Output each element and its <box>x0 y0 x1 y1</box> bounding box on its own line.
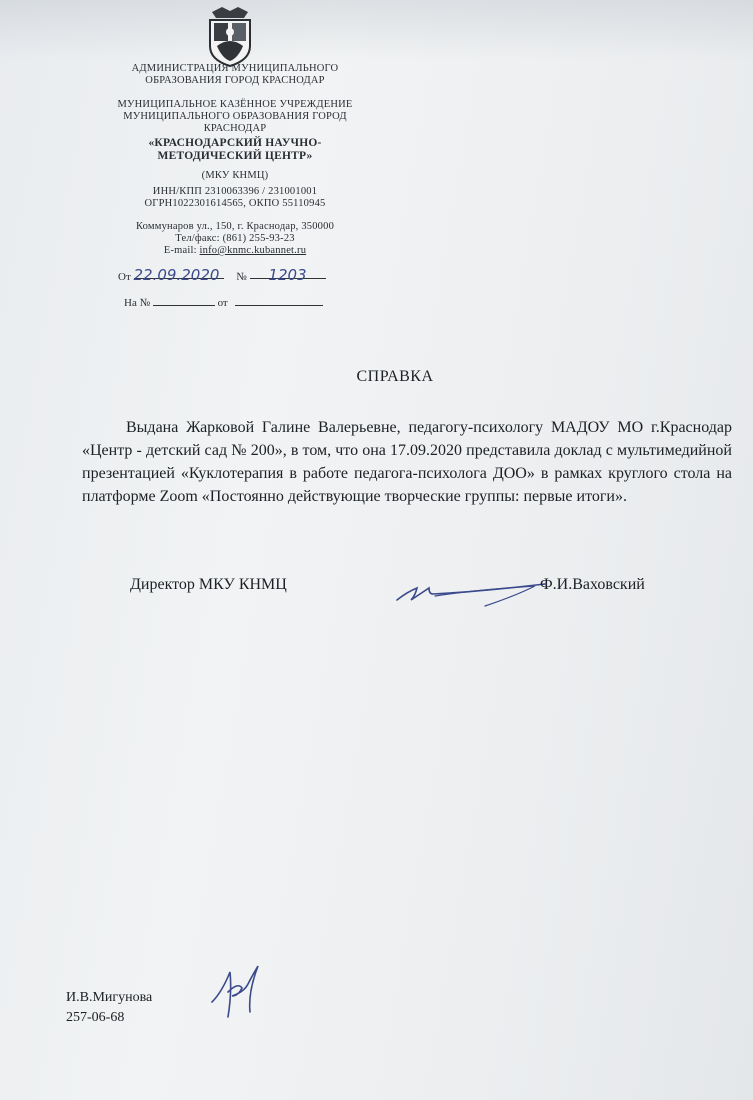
reference-date-row <box>118 266 326 283</box>
of-label: от <box>217 297 228 309</box>
header-inn: ИНН/КПП 2310063396 / 231001001 <box>152 186 318 197</box>
coat-of-arms-icon <box>204 6 256 68</box>
header-center-line: МЕТОДИЧЕСКИЙ ЦЕНТР» <box>157 150 313 162</box>
email-label: E-mail: <box>163 245 197 256</box>
incoming-number-blank <box>153 293 215 306</box>
header-phone: Тел/факс: (861) 255-93-23 <box>175 233 295 244</box>
to-label: На № <box>124 297 151 309</box>
number-label: № <box>236 271 247 283</box>
header-center-line: «КРАСНОДАРСКИЙ НАУЧНО- <box>148 137 322 149</box>
header-admin-line: АДМИНИСТРАЦИЯ МУНИЦИПАЛЬНОГО <box>131 63 339 74</box>
header-admin <box>100 63 370 87</box>
director-position: Директор МКУ КНМЦ <box>130 576 287 593</box>
header-email-line <box>100 245 370 257</box>
page-shadow <box>0 0 753 60</box>
executor-phone: 257-06-68 <box>66 1010 125 1025</box>
incoming-date-blank <box>235 293 323 306</box>
header-institution-line: МУНИЦИПАЛЬНОЕ КАЗЁННОЕ УЧРЕЖДЕНИЕ <box>117 99 353 110</box>
header-center-name <box>100 137 370 163</box>
header-institution <box>100 99 370 135</box>
header-admin-line: ОБРАЗОВАНИЯ ГОРОД КРАСНОДАР <box>145 75 325 86</box>
header-abbr-text: (МКУ КНМЦ) <box>201 170 269 181</box>
reference-date: 22.09.2020 <box>134 266 224 279</box>
email-link[interactable]: info@knmc.kubannet.ru <box>199 245 307 256</box>
document-body: Выдана Жарковой Галине Валерьевне, педагогу-психологу МАДОУ МО г.Краснодар «Центр - детский сад № 200», в том, что она 17.09.2020 представила доклад с мультимедийной презентацией «Куклотерапия в работе педагога-психолога ДОО» в рамках круглого стола на платформе Zoom «Постоянно действующие творческие группы: первые итоги». <box>82 419 732 505</box>
header-institution-line: МУНИЦИПАЛЬНОГО ОБРАЗОВАНИЯ ГОРОД <box>123 111 347 122</box>
from-label: От <box>118 271 131 283</box>
signature-icon <box>395 570 555 615</box>
document-title: СПРАВКА <box>356 368 434 385</box>
reference-number: 1203 <box>250 266 326 279</box>
header-institution-line: КРАСНОДАР <box>203 123 267 134</box>
header-ogrn: ОГРН1022301614565, ОКПО 55110945 <box>144 198 326 209</box>
header-address: Коммунаров ул., 150, г. Краснодар, 350000 <box>135 221 335 232</box>
header-abbreviation <box>100 170 370 182</box>
header-contacts <box>100 221 370 257</box>
executor-name: И.В.Мигунова <box>66 990 153 1005</box>
reference-incoming-row <box>124 293 323 309</box>
signature-icon <box>208 962 268 1027</box>
director-name: Ф.И.Ваховский <box>540 576 645 593</box>
header-identifiers <box>100 186 370 210</box>
